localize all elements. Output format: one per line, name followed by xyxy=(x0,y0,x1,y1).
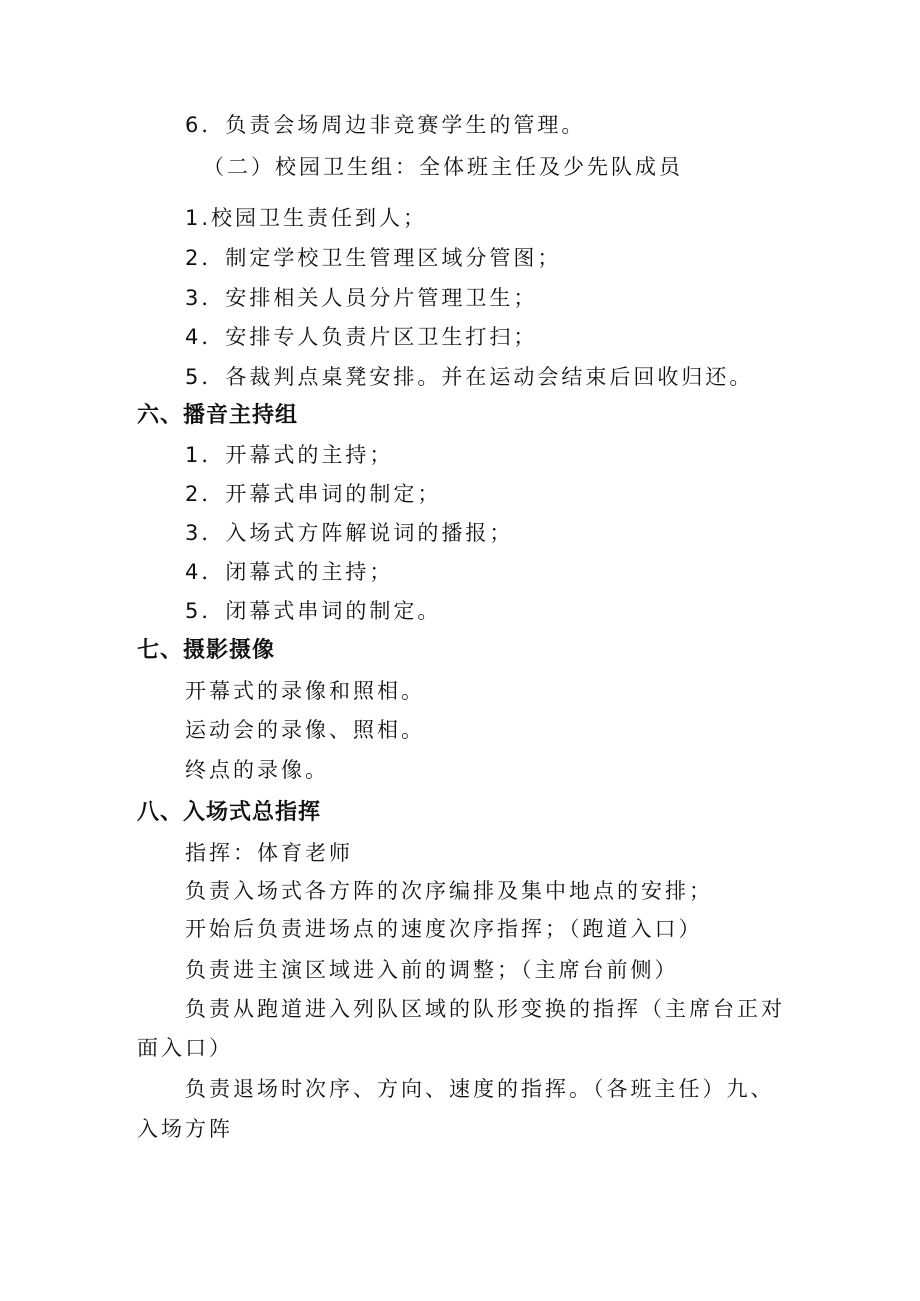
paragraph: 负责入场式各方阵的次序编排及集中地点的安排； xyxy=(185,879,713,903)
section-heading: 七、摄影摄像 xyxy=(137,638,276,663)
paragraph: 指挥：体育老师 xyxy=(185,841,353,865)
list-item: 5．各裁判点桌凳安排。并在运动会结束后回收归还。 xyxy=(185,365,754,389)
list-item: 3．入场式方阵解说词的播报； xyxy=(185,521,514,545)
list-item: 2．开幕式串词的制定； xyxy=(185,482,442,506)
section-heading: 八、入场式总指挥 xyxy=(137,800,322,825)
list-item: 4．闭幕式的主持； xyxy=(185,560,394,584)
list-item: 6．负责会场周边非竞赛学生的管理。 xyxy=(185,113,586,137)
paragraph-continuation: 入场方阵 xyxy=(137,1117,233,1141)
paragraph: 终点的录像。 xyxy=(185,758,329,782)
list-item: 3．安排相关人员分片管理卫生； xyxy=(185,286,538,310)
list-item: 1．开幕式的主持； xyxy=(185,443,394,467)
paragraph-continuation: 面入口） xyxy=(137,1036,233,1060)
paragraph: 运动会的录像、照相。 xyxy=(185,718,425,742)
paragraph: 开幕式的录像和照相。 xyxy=(185,679,425,703)
paragraph: 负责进主演区域进入前的调整；（主席台前侧） xyxy=(185,958,679,982)
paragraph: 负责退场时次序、方向、速度的指挥。（各班主任）九、 xyxy=(185,1077,775,1101)
list-item: 4．安排专人负责片区卫生打扫； xyxy=(185,325,538,349)
section-heading: 六、播音主持组 xyxy=(137,403,299,428)
paragraph: 负责从跑道进入列队区域的队形变换的指挥（主席台正对 xyxy=(185,997,785,1021)
list-item: 1.校园卫生责任到人； xyxy=(185,206,428,230)
paragraph: 开始后负责进场点的速度次序指挥；（跑道入口） xyxy=(185,917,703,941)
list-item: 5．闭幕式串词的制定。 xyxy=(185,599,442,623)
subsection-title: （二）校园卫生组：全体班主任及少先队成员 xyxy=(203,155,683,179)
list-item: 2．制定学校卫生管理区域分管图； xyxy=(185,246,562,270)
